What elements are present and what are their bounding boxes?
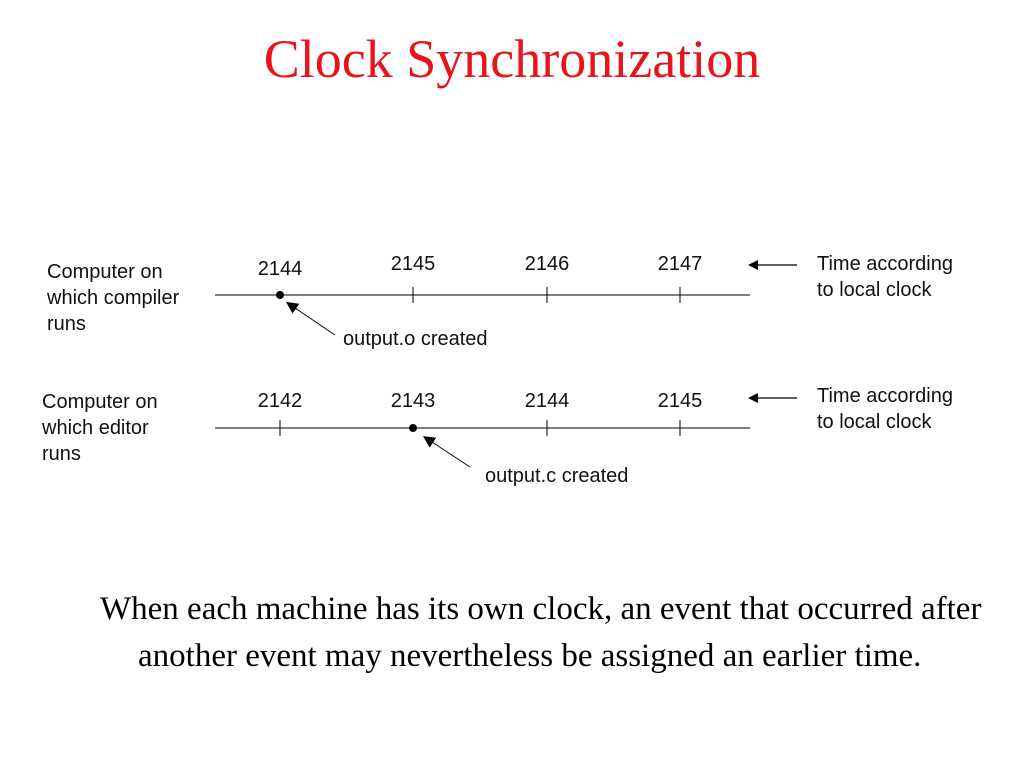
pointer-arrow-icon bbox=[295, 308, 335, 335]
timeline-compiler-tick-label: 2147 bbox=[657, 253, 703, 275]
timeline-compiler-tick-label: 2144 bbox=[257, 258, 303, 280]
timeline-compiler-event-label: output.o created bbox=[343, 328, 488, 350]
timeline-editor-tick-label: 2142 bbox=[257, 390, 303, 412]
timeline-compiler-side-label-line: to local clock bbox=[817, 279, 932, 301]
timeline-compiler-label-line: which compiler bbox=[47, 287, 180, 309]
slide-caption: When each machine has its own clock, an event that occurred after another event may nevertheless be assigned an earlier time. bbox=[100, 591, 982, 674]
timeline-editor-tick-label: 2145 bbox=[657, 390, 703, 412]
timeline-editor-tick-label: 2144 bbox=[524, 390, 570, 412]
timeline-editor-side-label-line: Time according bbox=[817, 385, 953, 407]
timeline-editor-label-line: runs bbox=[42, 443, 81, 465]
timeline-editor-side-label-line: to local clock bbox=[817, 411, 932, 433]
event-dot-icon bbox=[276, 291, 284, 299]
slide-title: Clock Synchronization bbox=[263, 29, 761, 89]
timeline-compiler-tick-label: 2145 bbox=[390, 253, 436, 275]
timeline-compiler-tick-label: 2146 bbox=[524, 253, 570, 275]
event-dot-icon bbox=[409, 424, 417, 432]
pointer-arrow-icon bbox=[432, 442, 470, 467]
timeline-editor-event-label: output.c created bbox=[485, 465, 629, 487]
timeline-compiler-side-label-line: Time according bbox=[817, 253, 953, 275]
timeline-editor-label-line: Computer on bbox=[42, 391, 158, 413]
timeline-compiler-label-line: runs bbox=[47, 313, 86, 335]
timeline-editor-tick-label: 2143 bbox=[390, 390, 436, 412]
timeline-editor-label-line: which editor bbox=[42, 417, 149, 439]
timeline-compiler-label-line: Computer on bbox=[47, 261, 163, 283]
